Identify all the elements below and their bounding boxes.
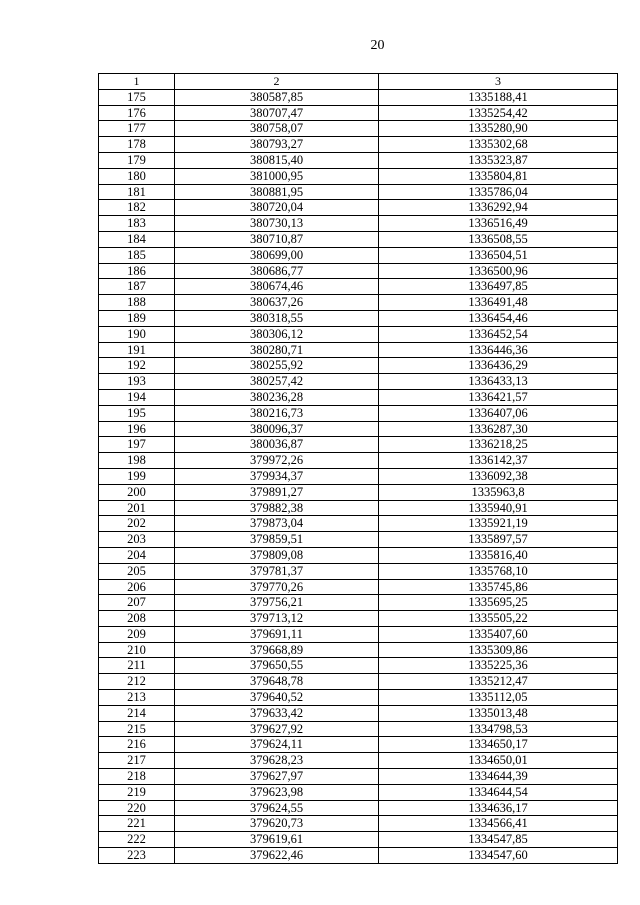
table-row: [99, 611, 618, 627]
point-number-cell: 180: [99, 168, 175, 184]
x-coordinate-cell: 380306,12: [175, 326, 379, 342]
x-coordinate-cell: 379891,27: [175, 484, 379, 500]
column-header-2: 2: [175, 74, 379, 90]
y-coordinate-cell: 1336454,46: [379, 310, 618, 326]
table-row: [99, 216, 618, 232]
x-coordinate-cell: 380710,87: [175, 231, 379, 247]
point-number-cell: 194: [99, 389, 175, 405]
x-coordinate-cell: 380257,42: [175, 374, 379, 390]
y-coordinate-cell: 1335816,40: [379, 547, 618, 563]
point-number-cell: 203: [99, 532, 175, 548]
y-coordinate-cell: 1336516,49: [379, 216, 618, 232]
point-number-cell: 195: [99, 405, 175, 421]
y-coordinate-cell: 1335804,81: [379, 168, 618, 184]
x-coordinate-cell: 380216,73: [175, 405, 379, 421]
point-number-cell: 177: [99, 121, 175, 137]
y-coordinate-cell: 1334650,17: [379, 737, 618, 753]
table-row: [99, 642, 618, 658]
point-number-cell: 200: [99, 484, 175, 500]
table-row: [99, 468, 618, 484]
y-coordinate-cell: 1335212,47: [379, 674, 618, 690]
table-row: [99, 674, 618, 690]
table-row: [99, 389, 618, 405]
x-coordinate-cell: 380587,85: [175, 89, 379, 105]
y-coordinate-cell: 1335254,42: [379, 105, 618, 121]
table-row: [99, 595, 618, 611]
point-number-cell: 220: [99, 800, 175, 816]
point-number-cell: 197: [99, 437, 175, 453]
table-row: [99, 326, 618, 342]
x-coordinate-cell: 379650,55: [175, 658, 379, 674]
x-coordinate-cell: 379628,23: [175, 753, 379, 769]
table-row: [99, 532, 618, 548]
x-coordinate-cell: 380730,13: [175, 216, 379, 232]
y-coordinate-cell: 1336508,55: [379, 231, 618, 247]
x-coordinate-cell: 380236,28: [175, 389, 379, 405]
table-row: [99, 263, 618, 279]
x-coordinate-cell: 380637,26: [175, 295, 379, 311]
point-number-cell: 183: [99, 216, 175, 232]
table-row: [99, 200, 618, 216]
y-coordinate-cell: 1336421,57: [379, 389, 618, 405]
table-row: [99, 453, 618, 469]
point-number-cell: 187: [99, 279, 175, 295]
x-coordinate-cell: 379619,61: [175, 832, 379, 848]
y-coordinate-cell: 1335940,91: [379, 500, 618, 516]
y-coordinate-cell: 1335963,8: [379, 484, 618, 500]
table-row: [99, 247, 618, 263]
x-coordinate-cell: 380707,47: [175, 105, 379, 121]
point-number-cell: 223: [99, 848, 175, 864]
table-header: [99, 74, 618, 90]
y-coordinate-cell: 1336452,54: [379, 326, 618, 342]
point-number-cell: 192: [99, 358, 175, 374]
y-coordinate-cell: 1335309,86: [379, 642, 618, 658]
point-number-cell: 205: [99, 563, 175, 579]
point-number-cell: 188: [99, 295, 175, 311]
point-number-cell: 213: [99, 690, 175, 706]
point-number-cell: 208: [99, 611, 175, 627]
table-row: [99, 295, 618, 311]
table-row: [99, 721, 618, 737]
x-coordinate-cell: 380096,37: [175, 421, 379, 437]
table-row: [99, 832, 618, 848]
point-number-cell: 216: [99, 737, 175, 753]
point-number-cell: 204: [99, 547, 175, 563]
y-coordinate-cell: 1335786,04: [379, 184, 618, 200]
table-row: [99, 168, 618, 184]
y-coordinate-cell: 1336497,85: [379, 279, 618, 295]
table-row: [99, 405, 618, 421]
x-coordinate-cell: 379972,26: [175, 453, 379, 469]
x-coordinate-cell: 379623,98: [175, 784, 379, 800]
table-row: [99, 421, 618, 437]
y-coordinate-cell: 1334547,85: [379, 832, 618, 848]
table-row: [99, 737, 618, 753]
table-row: [99, 784, 618, 800]
x-coordinate-cell: 379668,89: [175, 642, 379, 658]
table-row: [99, 89, 618, 105]
x-coordinate-cell: 379633,42: [175, 705, 379, 721]
y-coordinate-cell: 1335897,57: [379, 532, 618, 548]
x-coordinate-cell: 380686,77: [175, 263, 379, 279]
y-coordinate-cell: 1336436,29: [379, 358, 618, 374]
x-coordinate-cell: 380699,00: [175, 247, 379, 263]
x-coordinate-cell: 379648,78: [175, 674, 379, 690]
header-row: [99, 74, 618, 90]
point-number-cell: 217: [99, 753, 175, 769]
x-coordinate-cell: 380255,92: [175, 358, 379, 374]
point-number-cell: 185: [99, 247, 175, 263]
table-row: [99, 121, 618, 137]
y-coordinate-cell: 1335745,86: [379, 579, 618, 595]
table-row: [99, 358, 618, 374]
x-coordinate-cell: 381000,95: [175, 168, 379, 184]
x-coordinate-cell: 380280,71: [175, 342, 379, 358]
y-coordinate-cell: 1336504,51: [379, 247, 618, 263]
x-coordinate-cell: 380881,95: [175, 184, 379, 200]
y-coordinate-cell: 1336292,94: [379, 200, 618, 216]
y-coordinate-cell: 1335188,41: [379, 89, 618, 105]
x-coordinate-cell: 379882,38: [175, 500, 379, 516]
point-number-cell: 189: [99, 310, 175, 326]
x-coordinate-cell: 379770,26: [175, 579, 379, 595]
table-row: [99, 231, 618, 247]
x-coordinate-cell: 379691,11: [175, 626, 379, 642]
table-row: [99, 484, 618, 500]
table-row: [99, 753, 618, 769]
x-coordinate-cell: 379640,52: [175, 690, 379, 706]
point-number-cell: 202: [99, 516, 175, 532]
table-row: [99, 547, 618, 563]
y-coordinate-cell: 1335323,87: [379, 152, 618, 168]
point-number-cell: 212: [99, 674, 175, 690]
x-coordinate-cell: 379713,12: [175, 611, 379, 627]
x-coordinate-cell: 379627,97: [175, 769, 379, 785]
table-row: [99, 374, 618, 390]
y-coordinate-cell: 1336500,96: [379, 263, 618, 279]
y-coordinate-cell: 1336218,25: [379, 437, 618, 453]
y-coordinate-cell: 1336407,06: [379, 405, 618, 421]
point-number-cell: 190: [99, 326, 175, 342]
point-number-cell: 201: [99, 500, 175, 516]
x-coordinate-cell: 380720,04: [175, 200, 379, 216]
y-coordinate-cell: 1334644,39: [379, 769, 618, 785]
y-coordinate-cell: 1335921,19: [379, 516, 618, 532]
point-number-cell: 198: [99, 453, 175, 469]
y-coordinate-cell: 1336287,30: [379, 421, 618, 437]
point-number-cell: 221: [99, 816, 175, 832]
y-coordinate-cell: 1334636,17: [379, 800, 618, 816]
point-number-cell: 178: [99, 137, 175, 153]
table-row: [99, 769, 618, 785]
y-coordinate-cell: 1335302,68: [379, 137, 618, 153]
x-coordinate-cell: 379873,04: [175, 516, 379, 532]
x-coordinate-cell: 380793,27: [175, 137, 379, 153]
x-coordinate-cell: 379934,37: [175, 468, 379, 484]
x-coordinate-cell: 379622,46: [175, 848, 379, 864]
point-number-cell: 184: [99, 231, 175, 247]
point-number-cell: 181: [99, 184, 175, 200]
y-coordinate-cell: 1334644,54: [379, 784, 618, 800]
coordinates-table-container: [98, 73, 618, 864]
y-coordinate-cell: 1336092,38: [379, 468, 618, 484]
y-coordinate-cell: 1334566,41: [379, 816, 618, 832]
y-coordinate-cell: 1335695,25: [379, 595, 618, 611]
table-row: [99, 816, 618, 832]
point-number-cell: 222: [99, 832, 175, 848]
table-row: [99, 579, 618, 595]
y-coordinate-cell: 1335407,60: [379, 626, 618, 642]
point-number-cell: 191: [99, 342, 175, 358]
table-row: [99, 516, 618, 532]
column-header-3: 3: [379, 74, 618, 90]
x-coordinate-cell: 379756,21: [175, 595, 379, 611]
table-row: [99, 437, 618, 453]
x-coordinate-cell: 379809,08: [175, 547, 379, 563]
y-coordinate-cell: 1335768,10: [379, 563, 618, 579]
x-coordinate-cell: 379859,51: [175, 532, 379, 548]
x-coordinate-cell: 379781,37: [175, 563, 379, 579]
coordinates-table: [98, 73, 618, 864]
point-number-cell: 207: [99, 595, 175, 611]
table-row: [99, 800, 618, 816]
table-row: [99, 626, 618, 642]
y-coordinate-cell: 1336446,36: [379, 342, 618, 358]
y-coordinate-cell: 1335013,48: [379, 705, 618, 721]
table-row: [99, 152, 618, 168]
x-coordinate-cell: 379624,55: [175, 800, 379, 816]
table-row: [99, 705, 618, 721]
table-row: [99, 848, 618, 864]
table-body: [99, 89, 618, 863]
table-row: [99, 279, 618, 295]
point-number-cell: 193: [99, 374, 175, 390]
point-number-cell: 176: [99, 105, 175, 121]
point-number-cell: 209: [99, 626, 175, 642]
point-number-cell: 218: [99, 769, 175, 785]
point-number-cell: 219: [99, 784, 175, 800]
point-number-cell: 215: [99, 721, 175, 737]
point-number-cell: 214: [99, 705, 175, 721]
y-coordinate-cell: 1334798,53: [379, 721, 618, 737]
x-coordinate-cell: 380815,40: [175, 152, 379, 168]
y-coordinate-cell: 1335112,05: [379, 690, 618, 706]
x-coordinate-cell: 380674,46: [175, 279, 379, 295]
table-row: [99, 310, 618, 326]
point-number-cell: 196: [99, 421, 175, 437]
point-number-cell: 179: [99, 152, 175, 168]
table-row: [99, 690, 618, 706]
point-number-cell: 186: [99, 263, 175, 279]
point-number-cell: 210: [99, 642, 175, 658]
table-row: [99, 563, 618, 579]
y-coordinate-cell: 1335280,90: [379, 121, 618, 137]
y-coordinate-cell: 1336491,48: [379, 295, 618, 311]
page-number: 20: [370, 38, 385, 53]
y-coordinate-cell: 1336433,13: [379, 374, 618, 390]
point-number-cell: 211: [99, 658, 175, 674]
table-row: [99, 184, 618, 200]
y-coordinate-cell: 1336142,37: [379, 453, 618, 469]
x-coordinate-cell: 379627,92: [175, 721, 379, 737]
table-row: [99, 105, 618, 121]
y-coordinate-cell: 1334650,01: [379, 753, 618, 769]
point-number-cell: 175: [99, 89, 175, 105]
y-coordinate-cell: 1335225,36: [379, 658, 618, 674]
table-row: [99, 137, 618, 153]
table-row: [99, 658, 618, 674]
x-coordinate-cell: 380758,07: [175, 121, 379, 137]
x-coordinate-cell: 380318,55: [175, 310, 379, 326]
table-row: [99, 342, 618, 358]
point-number-cell: 199: [99, 468, 175, 484]
table-row: [99, 500, 618, 516]
y-coordinate-cell: 1334547,60: [379, 848, 618, 864]
point-number-cell: 206: [99, 579, 175, 595]
point-number-cell: 182: [99, 200, 175, 216]
column-header-1: 1: [99, 74, 175, 90]
x-coordinate-cell: 379620,73: [175, 816, 379, 832]
x-coordinate-cell: 379624,11: [175, 737, 379, 753]
x-coordinate-cell: 380036,87: [175, 437, 379, 453]
y-coordinate-cell: 1335505,22: [379, 611, 618, 627]
